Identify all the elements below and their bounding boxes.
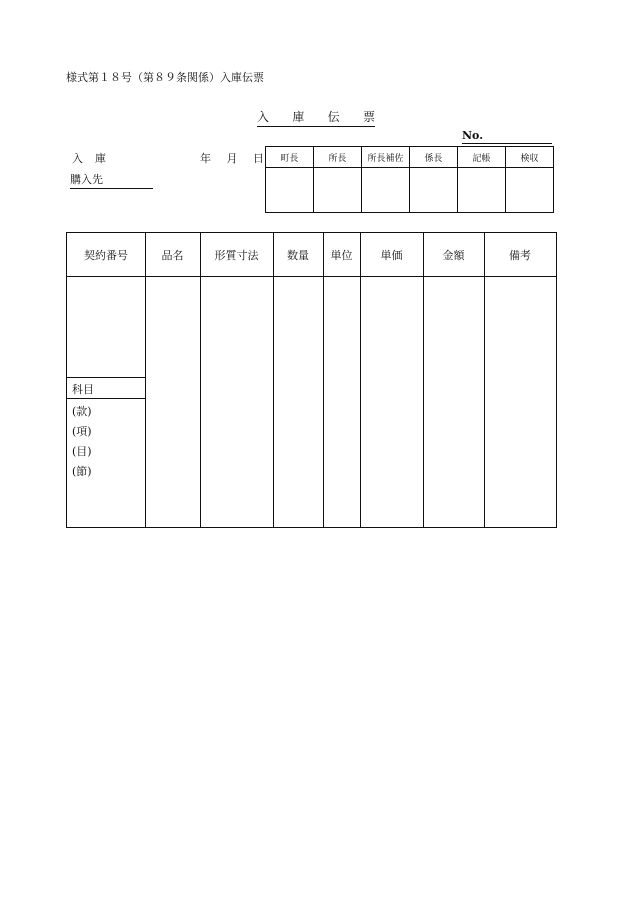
stamp-cell[interactable] <box>410 168 458 213</box>
column-divider <box>423 233 424 527</box>
approval-header: 係長 <box>410 147 458 168</box>
header-divider <box>67 276 556 277</box>
supplier-field[interactable] <box>70 171 153 189</box>
title-char: 伝 <box>327 110 340 124</box>
receipt-char: 庫 <box>95 152 106 165</box>
date-labels <box>200 150 264 166</box>
title-char: 庫 <box>292 110 305 124</box>
header-remarks: 備考 <box>509 248 531 262</box>
form-reference: 様式第１８号（第８９条関係）入庫伝票 <box>66 71 264 84</box>
date-month-label: 月 <box>226 152 238 165</box>
account-divider-top <box>67 377 145 378</box>
supplier-label: 購入先 <box>70 173 103 186</box>
account-label: 科目 <box>72 383 94 396</box>
header-contract-number: 契約番号 <box>84 248 128 262</box>
column-divider <box>273 233 274 527</box>
account-item-setsu: (節) <box>72 465 92 478</box>
account-divider-bottom <box>67 398 145 399</box>
document-title <box>257 108 375 127</box>
column-divider <box>360 233 361 527</box>
approval-header: 町長 <box>266 147 314 168</box>
column-divider <box>484 233 485 527</box>
stamp-cell[interactable] <box>314 168 362 213</box>
date-day-label: 日 <box>253 152 264 165</box>
title-char: 票 <box>362 110 375 124</box>
account-item-kou: (項) <box>72 425 92 438</box>
approval-header: 所長補佐 <box>362 147 410 168</box>
stamp-cell[interactable] <box>458 168 506 213</box>
number-field[interactable] <box>462 129 552 144</box>
header-amount: 金額 <box>442 248 465 262</box>
header-item-name: 品名 <box>161 248 184 262</box>
column-divider <box>323 233 324 527</box>
date-year-label: 年 <box>200 152 211 165</box>
header-unit: 単位 <box>330 248 353 262</box>
account-item-kan: (款) <box>72 405 92 418</box>
item-table <box>66 232 557 528</box>
title-char: 入 <box>257 110 270 124</box>
receipt-label <box>72 150 106 166</box>
approval-stamp-grid <box>265 146 554 213</box>
column-divider <box>145 233 146 527</box>
stamp-cell[interactable] <box>506 168 554 213</box>
column-divider <box>200 233 201 527</box>
approval-header: 所長 <box>314 147 362 168</box>
approval-header: 検収 <box>506 147 554 168</box>
receipt-char: 入 <box>72 152 83 165</box>
approval-header: 記帳 <box>458 147 506 168</box>
account-item-moku: (目) <box>72 445 92 458</box>
stamp-cell[interactable] <box>362 168 410 213</box>
header-specification: 形質寸法 <box>214 248 259 262</box>
number-label: No. <box>462 129 484 142</box>
header-unit-price: 単価 <box>380 248 403 262</box>
stamp-cell[interactable] <box>266 168 314 213</box>
header-quantity: 数量 <box>287 248 309 262</box>
